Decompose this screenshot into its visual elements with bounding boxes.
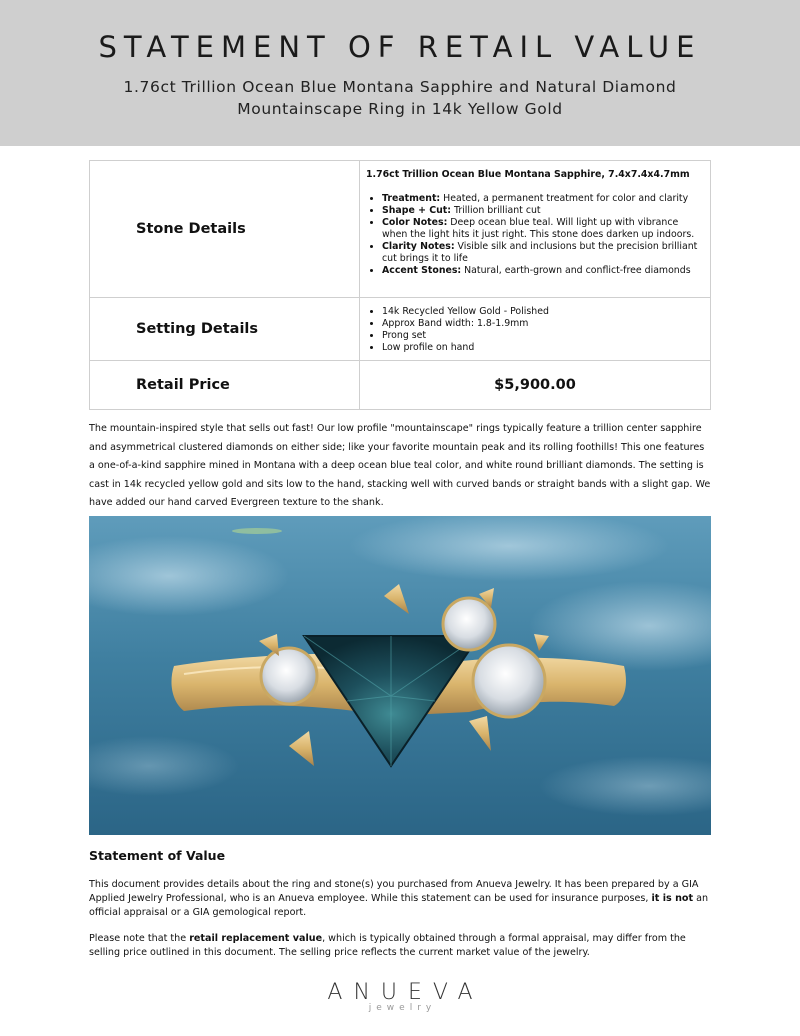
setting-details-list (366, 306, 700, 354)
ring-photo (89, 516, 711, 835)
paragraph-text: an official appraisal or a GIA gemological report. (89, 893, 709, 918)
retail-price-label: Retail Price (90, 361, 360, 409)
stone-details-content (360, 161, 710, 297)
logo-tagline: jewelry (368, 1003, 437, 1013)
retail-price-row (90, 361, 710, 409)
stone-details-row (90, 161, 710, 298)
left-diamond (261, 648, 317, 704)
paragraph-text: Please note that the (89, 933, 190, 944)
list-item: • Prong set (382, 330, 700, 342)
setting-details-content (360, 298, 710, 360)
list-item: • Approx Band width: 1.8-1.9mm (382, 318, 700, 330)
item-value: Heated, a permanent treatment for color and clarity (440, 193, 689, 204)
item-key: Treatment: (382, 193, 441, 204)
paragraph-text: This document provides details about the ring and stone(s) you purchased from Anueva Jewelry. It has been prepared by a GIA Applied Jewelry Professional, who is an Anueva employee. While this statement can be used for insurance purposes, (89, 879, 699, 904)
logo-brand: ANUEVA (327, 980, 484, 1005)
setting-details-label: Setting Details (90, 298, 360, 360)
item-key: Shape + Cut: (382, 205, 451, 216)
ring-description: The mountain-inspired style that sells out fast! Our low profile "mountainscape" rings typically feature a trillion center sapphire and asymmetrical clustered diamonds on either side; like your favorite mountain peak and its rolling foothills! This one features a one-of-a-kind sapphire mined in Montana with a deep ocean blue teal color, and white round brilliant diamonds. The setting is cast in 14k recycled yellow gold and sits low to the hand, stacking well with curved bands or straight bands with a slight gap. We have added our hand carved Evergreen texture to the shank. (89, 423, 711, 508)
statement-of-value-heading: Statement of Value (89, 848, 226, 863)
setting-details-row (90, 298, 710, 361)
stone-details-list (366, 193, 700, 277)
stone-title: 1.76ct Trillion Ocean Blue Montana Sapphire, 7.4x7.4x4.7mm (366, 169, 690, 180)
statement-paragraph-2 (89, 932, 711, 960)
stone-details-label: Stone Details (90, 161, 360, 297)
list-item: • 14k Recycled Yellow Gold - Polished (382, 306, 700, 318)
list-item (382, 217, 700, 241)
paragraph-text: , which is typically obtained through a formal appraisal, may differ from the selling price outlined in this document. The selling price reflects the current market value of the jewelry. (89, 933, 686, 958)
list-item (382, 205, 700, 217)
leaf-shape (232, 528, 282, 534)
top-diamond (443, 598, 495, 650)
item-value: Natural, earth-grown and conflict-free diamonds (461, 265, 691, 276)
item-key: Color Notes: (382, 217, 448, 228)
item-key: Clarity Notes: (382, 241, 455, 252)
ring-illustration (89, 516, 711, 835)
item-value: Visible silk and inclusions but the precision brilliant cut brings it to life (382, 241, 698, 264)
item-value: Trillion brilliant cut (451, 205, 541, 216)
statement-paragraph-1 (89, 878, 711, 920)
anueva-logo (0, 980, 800, 1013)
item-key: Accent Stones: (382, 265, 462, 276)
item-value: Deep ocean blue teal. Will light up with vibrance when the light hits it just right. This stone does darken up indoors. (382, 217, 695, 240)
details-table (89, 160, 711, 410)
list-item (382, 241, 700, 265)
retail-price-value: $5,900.00 (494, 377, 576, 393)
emphasis-text: it is not (651, 893, 694, 904)
right-diamond (473, 645, 545, 717)
list-item: • Low profile on hand (382, 342, 700, 354)
document-subtitle: 1.76ct Trillion Ocean Blue Montana Sapphire and Natural Diamond Mountainscape Ring in 14k Yellow Gold (123, 78, 677, 118)
emphasis-text: retail replacement value (189, 933, 323, 944)
list-item (382, 265, 700, 277)
list-item (382, 193, 700, 205)
header-banner (0, 0, 800, 146)
document-title: STATEMENT OF RETAIL VALUE (98, 30, 702, 64)
